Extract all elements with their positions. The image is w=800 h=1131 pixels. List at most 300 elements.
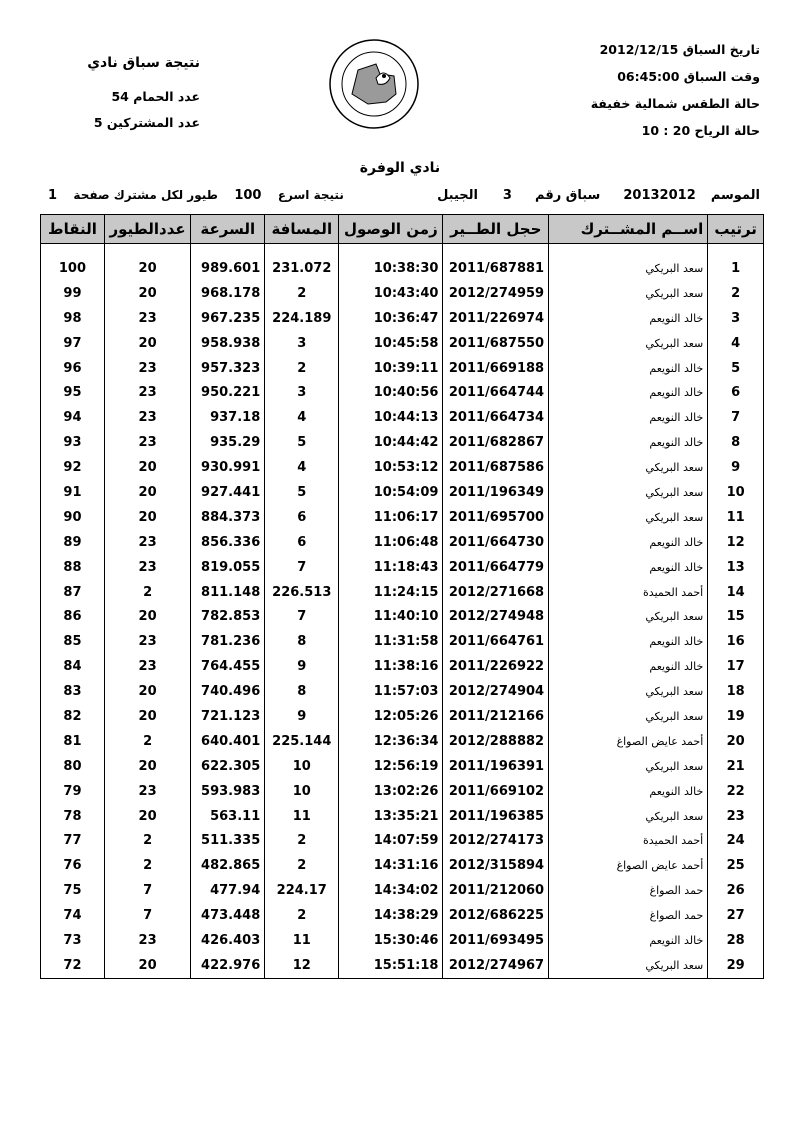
row-name: سعد البريكي [549, 604, 708, 629]
row-birds: 23 [104, 430, 190, 455]
row-time: 12:56:19 [339, 754, 443, 779]
row-name: سعد البريكي [549, 455, 708, 480]
col-rank: ترتيب [708, 215, 764, 244]
row-rank: 15 [708, 604, 764, 629]
row-time: 10:39:11 [339, 356, 443, 381]
row-speed: 640.401 [191, 729, 265, 754]
pigeons-count: 54 [111, 89, 129, 104]
row-rank: 13 [708, 555, 764, 580]
wind-value: 20 : 10 [641, 123, 691, 138]
row-points: 76 [41, 853, 105, 878]
table-row [41, 629, 764, 654]
result-label: نتيجة اسرع [277, 188, 344, 202]
federation-logo-icon [328, 38, 420, 130]
row-time: 12:05:26 [339, 704, 443, 729]
row-birds: 2 [104, 853, 190, 878]
race-details [520, 42, 760, 150]
table-row [41, 754, 764, 779]
row-rank: 7 [708, 405, 764, 430]
row-birds: 20 [104, 704, 190, 729]
row-speed: 482.865 [191, 853, 265, 878]
table-row [41, 878, 764, 903]
row-ring: 2011/682867 [443, 430, 549, 455]
row-rank: 1 [708, 256, 764, 281]
row-ring: 2011/196385 [443, 804, 549, 829]
row-ring: 2011/687586 [443, 455, 549, 480]
row-birds: 23 [104, 555, 190, 580]
row-ring: 2012/274173 [443, 828, 549, 853]
row-points: 95 [41, 380, 105, 405]
row-ring: 2011/664779 [443, 555, 549, 580]
row-rank: 26 [708, 878, 764, 903]
row-distance: 5 [265, 430, 339, 455]
row-birds: 20 [104, 505, 190, 530]
row-speed: 957.323 [191, 356, 265, 381]
weather-line [520, 96, 760, 123]
row-points: 87 [41, 580, 105, 605]
table-row [41, 729, 764, 754]
row-birds: 20 [104, 604, 190, 629]
row-birds: 20 [104, 256, 190, 281]
row-points: 88 [41, 555, 105, 580]
row-name: سعد البريكي [549, 754, 708, 779]
table-row [41, 380, 764, 405]
row-birds: 23 [104, 306, 190, 331]
row-speed: 422.976 [191, 953, 265, 978]
row-time: 12:36:34 [339, 729, 443, 754]
row-rank: 11 [708, 505, 764, 530]
row-distance: 5 [265, 480, 339, 505]
row-distance: 224.189 [265, 306, 339, 331]
row-name: أحمد عايض الصواغ [549, 853, 708, 878]
row-distance: 2 [265, 853, 339, 878]
col-birds: عددالطيور [104, 215, 190, 244]
race-time: 06:45:00 [617, 69, 680, 84]
row-rank: 3 [708, 306, 764, 331]
row-rank: 9 [708, 455, 764, 480]
row-ring: 2011/226922 [443, 654, 549, 679]
row-time: 15:51:18 [339, 953, 443, 978]
row-ring: 2012/288882 [443, 729, 549, 754]
row-time: 10:45:58 [339, 331, 443, 356]
row-speed: 511.335 [191, 828, 265, 853]
participants-line [60, 115, 200, 141]
row-birds: 2 [104, 828, 190, 853]
row-name: خالد النويعم [549, 629, 708, 654]
participants-count: 5 [93, 115, 103, 130]
pigeons-label: عدد الحمام [133, 89, 200, 104]
row-time: 11:38:16 [339, 654, 443, 679]
row-rank: 17 [708, 654, 764, 679]
row-distance: 9 [265, 654, 339, 679]
row-points: 98 [41, 306, 105, 331]
col-ring: حجل الطــير [443, 215, 549, 244]
row-rank: 16 [708, 629, 764, 654]
row-name: سعد البريكي [549, 480, 708, 505]
col-time: زمن الوصول [339, 215, 443, 244]
row-rank: 29 [708, 953, 764, 978]
row-birds: 20 [104, 679, 190, 704]
row-name: أحمد الحميدة [549, 580, 708, 605]
table-row [41, 505, 764, 530]
row-distance: 8 [265, 679, 339, 704]
table-row [41, 903, 764, 928]
table-row [41, 828, 764, 853]
row-speed: 950.221 [191, 380, 265, 405]
row-points: 74 [41, 903, 105, 928]
row-ring: 2011/693495 [443, 928, 549, 953]
row-distance: 2 [265, 356, 339, 381]
row-rank: 12 [708, 530, 764, 555]
row-time: 10:43:40 [339, 281, 443, 306]
row-rank: 22 [708, 779, 764, 804]
row-ring: 2012/274948 [443, 604, 549, 629]
table-row [41, 779, 764, 804]
weather-label: حالة الطقس [681, 96, 760, 111]
row-distance: 7 [265, 555, 339, 580]
fastest-count: 100 [234, 188, 262, 203]
row-time: 14:31:16 [339, 853, 443, 878]
row-time: 10:54:09 [339, 480, 443, 505]
row-distance: 11 [265, 804, 339, 829]
table-row [41, 430, 764, 455]
row-speed: 884.373 [191, 505, 265, 530]
row-ring: 2011/212166 [443, 704, 549, 729]
row-name: أحمد عايض الصواغ [549, 729, 708, 754]
row-rank: 10 [708, 480, 764, 505]
row-speed: 473.448 [191, 903, 265, 928]
row-time: 10:38:30 [339, 256, 443, 281]
table-row [41, 654, 764, 679]
row-rank: 20 [708, 729, 764, 754]
row-time: 13:35:21 [339, 804, 443, 829]
table-header [41, 215, 764, 244]
row-birds: 23 [104, 928, 190, 953]
row-speed: 819.055 [191, 555, 265, 580]
race-date: 2012/12/15 [599, 42, 679, 57]
row-points: 77 [41, 828, 105, 853]
row-points: 96 [41, 356, 105, 381]
row-distance: 224.17 [265, 878, 339, 903]
row-distance: 226.513 [265, 580, 339, 605]
row-rank: 27 [708, 903, 764, 928]
table-row [41, 405, 764, 430]
table-row [41, 530, 764, 555]
results-table [40, 214, 764, 979]
row-time: 10:53:12 [339, 455, 443, 480]
row-points: 85 [41, 629, 105, 654]
row-points: 79 [41, 779, 105, 804]
results-body [41, 244, 764, 979]
row-ring: 2011/226974 [443, 306, 549, 331]
row-ring: 2011/664744 [443, 380, 549, 405]
row-birds: 20 [104, 953, 190, 978]
table-row [41, 928, 764, 953]
row-birds: 20 [104, 480, 190, 505]
row-time: 11:31:58 [339, 629, 443, 654]
row-ring: 2012/686225 [443, 903, 549, 928]
row-time: 11:06:17 [339, 505, 443, 530]
row-name: خالد النويعم [549, 928, 708, 953]
row-birds: 23 [104, 654, 190, 679]
row-name: سعد البريكي [549, 804, 708, 829]
table-row [41, 480, 764, 505]
row-ring: 2012/274967 [443, 953, 549, 978]
row-ring: 2011/695700 [443, 505, 549, 530]
row-time: 11:57:03 [339, 679, 443, 704]
row-rank: 2 [708, 281, 764, 306]
row-speed: 477.94 [191, 878, 265, 903]
row-name: خالد النويعم [549, 555, 708, 580]
row-birds: 23 [104, 530, 190, 555]
row-distance: 3 [265, 331, 339, 356]
row-birds: 2 [104, 580, 190, 605]
row-time: 11:06:48 [339, 530, 443, 555]
row-name: أحمد الحميدة [549, 828, 708, 853]
row-rank: 5 [708, 356, 764, 381]
table-row [41, 853, 764, 878]
spacer-row [41, 244, 764, 257]
row-speed: 935.29 [191, 430, 265, 455]
row-points: 75 [41, 878, 105, 903]
row-ring: 2011/669188 [443, 356, 549, 381]
row-rank: 24 [708, 828, 764, 853]
row-ring: 2012/274904 [443, 679, 549, 704]
col-name: اســم المشــترك [549, 215, 708, 244]
race-date-line [520, 42, 760, 69]
row-name: حمد الصواغ [549, 878, 708, 903]
row-speed: 721.123 [191, 704, 265, 729]
row-ring: 2011/687881 [443, 256, 549, 281]
row-name: سعد البريكي [549, 331, 708, 356]
row-speed: 989.601 [191, 256, 265, 281]
col-speed: السرعة [191, 215, 265, 244]
row-name: خالد النويعم [549, 306, 708, 331]
row-birds: 23 [104, 356, 190, 381]
row-speed: 622.305 [191, 754, 265, 779]
row-time: 11:40:10 [339, 604, 443, 629]
row-speed: 968.178 [191, 281, 265, 306]
row-ring: 2011/196391 [443, 754, 549, 779]
row-distance: 6 [265, 530, 339, 555]
row-speed: 426.403 [191, 928, 265, 953]
row-ring: 2011/212060 [443, 878, 549, 903]
row-distance: 2 [265, 281, 339, 306]
row-birds: 20 [104, 455, 190, 480]
race-time-label: وقت السباق [683, 69, 760, 84]
row-distance: 4 [265, 455, 339, 480]
row-points: 84 [41, 654, 105, 679]
row-name: سعد البريكي [549, 256, 708, 281]
table-row [41, 804, 764, 829]
row-speed: 811.148 [191, 580, 265, 605]
row-speed: 967.235 [191, 306, 265, 331]
row-rank: 14 [708, 580, 764, 605]
row-birds: 20 [104, 804, 190, 829]
birds-per-label: طيور لكل مشترك صفحة [73, 188, 218, 202]
col-points: النقاط [41, 215, 105, 244]
table-row [41, 679, 764, 704]
row-distance: 7 [265, 604, 339, 629]
row-time: 10:40:56 [339, 380, 443, 405]
row-birds: 23 [104, 380, 190, 405]
row-speed: 764.455 [191, 654, 265, 679]
row-time: 14:34:02 [339, 878, 443, 903]
row-birds: 2 [104, 729, 190, 754]
row-time: 11:24:15 [339, 580, 443, 605]
participants-label: عدد المشتركين [106, 115, 200, 130]
row-name: خالد النويعم [549, 405, 708, 430]
row-points: 92 [41, 455, 105, 480]
table-row [41, 953, 764, 978]
row-points: 73 [41, 928, 105, 953]
row-ring: 2011/196349 [443, 480, 549, 505]
row-speed: 781.236 [191, 629, 265, 654]
row-speed: 740.496 [191, 679, 265, 704]
row-distance: 10 [265, 754, 339, 779]
wind-label: حالة الرياح [694, 123, 760, 138]
row-rank: 19 [708, 704, 764, 729]
row-birds: 20 [104, 331, 190, 356]
season-label: الموسم [710, 188, 760, 203]
season-info [503, 188, 760, 203]
table-row [41, 704, 764, 729]
row-name: خالد النويعم [549, 779, 708, 804]
row-distance: 12 [265, 953, 339, 978]
row-birds: 7 [104, 903, 190, 928]
row-points: 99 [41, 281, 105, 306]
row-name: خالد النويعم [549, 530, 708, 555]
row-distance: 2 [265, 828, 339, 853]
row-time: 13:02:26 [339, 779, 443, 804]
row-name: سعد البريكي [549, 704, 708, 729]
row-speed: 856.336 [191, 530, 265, 555]
table-row [41, 580, 764, 605]
row-speed: 937.18 [191, 405, 265, 430]
table-row [41, 256, 764, 281]
page-number: 1 [48, 188, 58, 203]
row-points: 80 [41, 754, 105, 779]
row-ring: 2012/315894 [443, 853, 549, 878]
row-ring: 2011/664730 [443, 530, 549, 555]
row-name: سعد البريكي [549, 679, 708, 704]
row-points: 72 [41, 953, 105, 978]
row-points: 78 [41, 804, 105, 829]
row-time: 10:36:47 [339, 306, 443, 331]
col-distance: المسافة [265, 215, 339, 244]
row-distance: 11 [265, 928, 339, 953]
race-number-label: سباق رقم [535, 188, 601, 203]
result-info [48, 188, 344, 203]
row-points: 93 [41, 430, 105, 455]
row-distance: 225.144 [265, 729, 339, 754]
row-points: 90 [41, 505, 105, 530]
row-distance: 231.072 [265, 256, 339, 281]
result-title: نتيجة سباق نادي [87, 55, 200, 71]
row-speed: 927.441 [191, 480, 265, 505]
row-speed: 958.938 [191, 331, 265, 356]
row-rank: 18 [708, 679, 764, 704]
row-time: 10:44:13 [339, 405, 443, 430]
row-points: 97 [41, 331, 105, 356]
row-speed: 782.853 [191, 604, 265, 629]
row-name: سعد البريكي [549, 953, 708, 978]
row-rank: 25 [708, 853, 764, 878]
row-points: 91 [41, 480, 105, 505]
row-rank: 4 [708, 331, 764, 356]
row-name: سعد البريكي [549, 281, 708, 306]
row-distance: 2 [265, 903, 339, 928]
race-date-label: تاريخ السباق [682, 42, 760, 57]
pigeons-line [60, 89, 200, 115]
row-ring: 2011/687550 [443, 331, 549, 356]
row-name: خالد النويعم [549, 430, 708, 455]
row-speed: 563.11 [191, 804, 265, 829]
row-birds: 20 [104, 754, 190, 779]
row-distance: 6 [265, 505, 339, 530]
row-points: 83 [41, 679, 105, 704]
row-speed: 593.983 [191, 779, 265, 804]
table-row [41, 281, 764, 306]
row-points: 100 [41, 256, 105, 281]
row-birds: 23 [104, 629, 190, 654]
row-rank: 28 [708, 928, 764, 953]
table-row [41, 604, 764, 629]
row-name: خالد النويعم [549, 654, 708, 679]
row-ring: 2011/664761 [443, 629, 549, 654]
race-time-line [520, 69, 760, 96]
row-distance: 8 [265, 629, 339, 654]
row-points: 89 [41, 530, 105, 555]
row-distance: 4 [265, 405, 339, 430]
row-rank: 21 [708, 754, 764, 779]
row-distance: 9 [265, 704, 339, 729]
row-distance: 3 [265, 380, 339, 405]
table-row [41, 356, 764, 381]
row-points: 81 [41, 729, 105, 754]
row-points: 82 [41, 704, 105, 729]
row-name: سعد البريكي [549, 505, 708, 530]
table-row [41, 555, 764, 580]
row-time: 15:30:46 [339, 928, 443, 953]
row-birds: 23 [104, 405, 190, 430]
row-birds: 20 [104, 281, 190, 306]
row-ring: 2012/271668 [443, 580, 549, 605]
row-rank: 8 [708, 430, 764, 455]
row-name: خالد النويعم [549, 380, 708, 405]
row-points: 86 [41, 604, 105, 629]
table-row [41, 306, 764, 331]
row-ring: 2011/664734 [443, 405, 549, 430]
row-birds: 23 [104, 779, 190, 804]
row-time: 11:18:43 [339, 555, 443, 580]
row-name: خالد النويعم [549, 356, 708, 381]
row-ring: 2011/669102 [443, 779, 549, 804]
row-time: 14:07:59 [339, 828, 443, 853]
row-rank: 23 [708, 804, 764, 829]
row-time: 14:38:29 [339, 903, 443, 928]
race-number: 3 [502, 188, 512, 203]
club-name: نادي الوفرة [359, 160, 441, 176]
weather-value: شمالية خفيفة [590, 96, 678, 111]
row-ring: 2012/274959 [443, 281, 549, 306]
table-row [41, 331, 764, 356]
row-birds: 7 [104, 878, 190, 903]
race-location: الجيبل [437, 188, 478, 203]
row-speed: 930.991 [191, 455, 265, 480]
row-name: حمد الصواغ [549, 903, 708, 928]
row-rank: 6 [708, 380, 764, 405]
